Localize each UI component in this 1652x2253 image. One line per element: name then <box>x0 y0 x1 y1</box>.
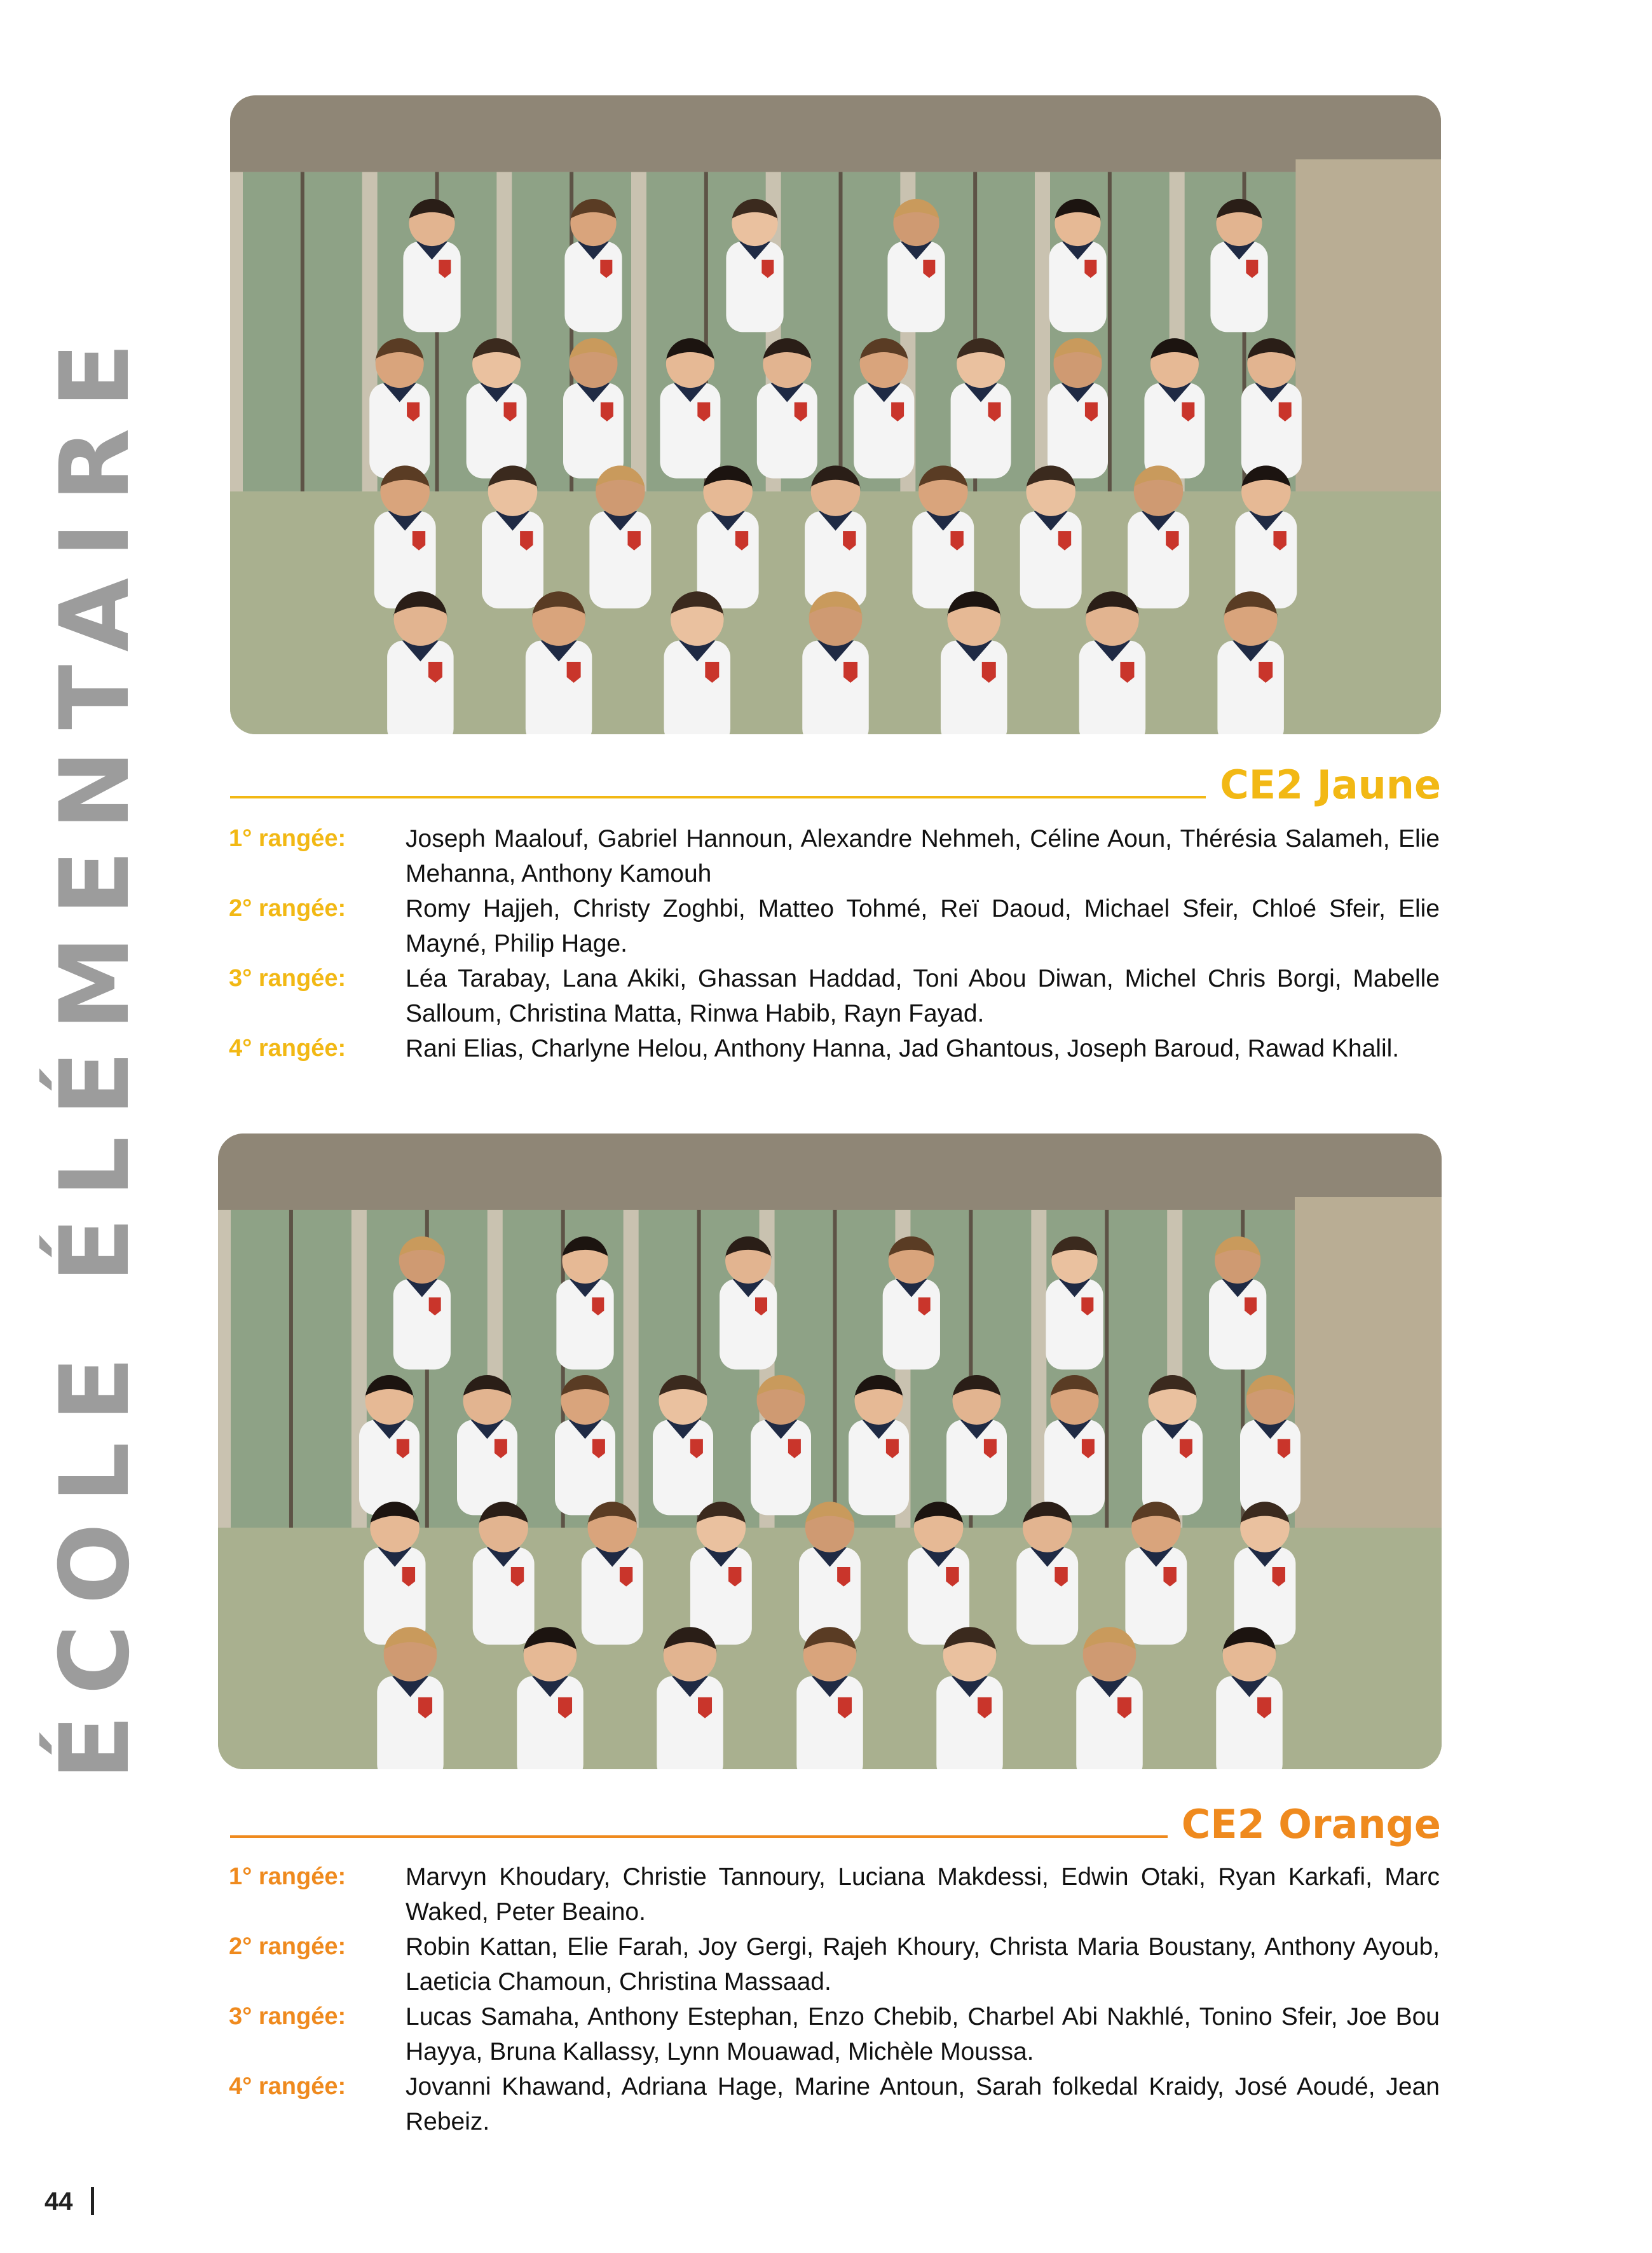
class-photo-ce2-orange <box>218 1133 1442 1769</box>
row-names: Lucas Samaha, Anthony Estephan, Enzo Chebib, Charbel Abi Nakhlé, Tonino Sfeir, Joe Bou Hayya, Bruna Kallassy, Lynn Mouawad, Michèle Moussa. <box>406 2003 1440 2065</box>
row-names: Joseph Maalouf, Gabriel Hannoun, Alexandre Nehmeh, Céline Aoun, Thérésia Salameh, Elie Mehanna, Anthony Kamouh <box>406 825 1440 887</box>
row-names: Léa Tarabay, Lana Akiki, Ghassan Haddad, Toni Abou Diwan, Michel Chris Borgi, Mabelle Salloum, Christina Matta, Rinwa Habib, Rayn Fayad. <box>406 965 1440 1027</box>
row-label: 1° rangée: <box>229 1863 346 1890</box>
row-names: Marvyn Khoudary, Christie Tannoury, Luciana Makdessi, Edwin Otaki, Ryan Karkafi, Marc Waked, Peter Beaino. <box>406 1863 1440 1926</box>
row-label: 3° rangée: <box>229 965 346 992</box>
class-heading-ce2-jaune <box>230 750 1441 807</box>
page-number-divider <box>91 2187 94 2215</box>
page-number <box>44 2187 94 2216</box>
row-list-ce2-orange <box>229 1859 1440 2139</box>
group-photo-illustration <box>230 95 1441 734</box>
row-label: 2° rangée: <box>229 1933 346 1960</box>
row-label: 4° rangée: <box>229 1035 346 1062</box>
row-label: 2° rangée: <box>229 895 346 922</box>
row-entry <box>229 821 1440 891</box>
group-photo-illustration <box>218 1133 1442 1769</box>
row-entry <box>229 1031 1440 1066</box>
class-title: CE2 Orange <box>1181 1801 1441 1847</box>
row-label: 1° rangée: <box>229 825 346 852</box>
page-number-text: 44 <box>44 2188 73 2215</box>
heading-rule <box>230 1835 1168 1838</box>
row-label: 3° rangée: <box>229 2003 346 2030</box>
class-heading-ce2-orange <box>230 1790 1441 1847</box>
row-names: Robin Kattan, Elie Farah, Joy Gergi, Rajeh Khoury, Christa Maria Boustany, Anthony Ayoub, Laeticia Chamoun, Christina Massaad. <box>406 1933 1440 1996</box>
row-label: 4° rangée: <box>229 2073 346 2100</box>
row-names: Jovanni Khawand, Adriana Hage, Marine Antoun, Sarah folkedal Kraidy, José Aoudé, Jean Rebeiz. <box>406 2073 1440 2135</box>
row-entry <box>229 891 1440 961</box>
row-entry <box>229 2069 1440 2139</box>
heading-rule <box>230 796 1206 798</box>
class-photo-ce2-jaune <box>230 95 1441 734</box>
row-entry <box>229 961 1440 1031</box>
section-title-vertical: ÉCOLE ÉLÉMENTAIRE <box>40 322 151 1780</box>
row-entry <box>229 1859 1440 1929</box>
row-entry <box>229 1929 1440 1999</box>
row-names: Romy Hajjeh, Christy Zoghbi, Matteo Tohmé, Reï Daoud, Michael Sfeir, Chloé Sfeir, Elie Mayné, Philip Hage. <box>406 895 1440 957</box>
row-entry <box>229 1999 1440 2069</box>
class-title: CE2 Jaune <box>1220 762 1441 808</box>
row-list-ce2-jaune <box>229 821 1440 1066</box>
row-names: Rani Elias, Charlyne Helou, Anthony Hanna, Jad Ghantous, Joseph Baroud, Rawad Khalil. <box>406 1035 1400 1062</box>
